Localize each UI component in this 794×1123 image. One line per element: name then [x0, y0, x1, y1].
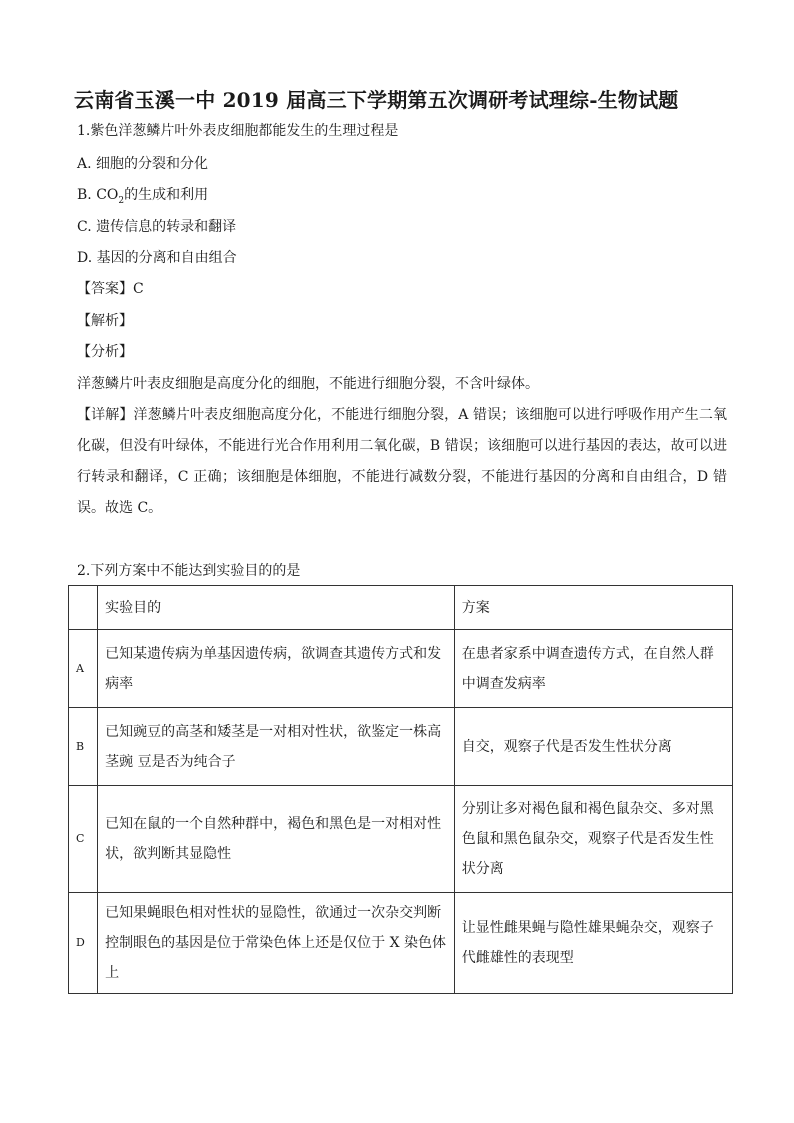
- row-goal: 已知某遗传病为单基因遗传病，欲调查其遗传方式和发病率: [98, 630, 455, 708]
- table-row: [69, 630, 733, 708]
- row-plan: 在患者家系中调查遗传方式，在自然人群中调查发病率: [454, 630, 732, 708]
- q1-option-d: D. 基因的分离和自由组合: [77, 250, 237, 266]
- q1-answer: [77, 279, 144, 299]
- q1-option-b-suffix: 的生成和利用: [124, 187, 209, 203]
- q1-option-b: [77, 185, 208, 211]
- q2-table: [68, 585, 733, 994]
- row-letter: B: [69, 708, 98, 786]
- row-goal: 已知果蝇眼色相对性状的显隐性，欲通过一次杂交判断控制眼色的基因是位于常染色体上还是仅位于 X 染色体上: [98, 893, 455, 994]
- q1-option-c: C. 遗传信息的转录和翻译: [77, 219, 237, 235]
- row-plan: 自交，观察子代是否发生性状分离: [454, 708, 732, 786]
- q2-stem: 2.下列方案中不能达到实验目的的是: [77, 563, 301, 579]
- answer-label: 【答案】: [77, 281, 133, 297]
- q1-option-a: A. 细胞的分裂和分化: [77, 156, 209, 172]
- header-plan-cell: 方案: [454, 586, 732, 630]
- q1-stem: 1.紫色洋葱鳞片叶外表皮细胞都能发生的生理过程是: [77, 123, 399, 139]
- detail-text: 洋葱鳞片叶表皮细胞高度分化，不能进行细胞分裂，A 错误；该细胞可以进行呼吸作用产生二氧化碳，但没有叶绿体，不能进行光合作用利用二氧化碳，B 错误；该细胞可以进行基因的表达，故可以进行转录和翻译，C 正确；该细胞是体细胞，不能进行减数分裂，不能进行基因的分离和自由组合，D 错误。故选 C。: [77, 407, 727, 516]
- fenxi-text: 洋葱鳞片叶表皮细胞是高度分化的细胞，不能进行细胞分裂，不含叶绿体。: [77, 376, 539, 392]
- fenxi-label: 【分析】: [77, 344, 133, 360]
- analysis-label: 【解析】: [77, 313, 133, 329]
- row-goal: 已知在鼠的一个自然种群中，褐色和黑色是一对相对性状，欲判断其显隐性: [98, 786, 455, 893]
- header-goal-cell: 实验目的: [98, 586, 455, 630]
- row-goal: 已知豌豆的高茎和矮茎是一对相对性状，欲鉴定一株高茎豌 豆是否为纯合子: [98, 708, 455, 786]
- header-letter-cell: [69, 586, 98, 630]
- table-row: [69, 708, 733, 786]
- answer-value: C: [133, 281, 144, 297]
- row-plan: 分别让多对褐色鼠和褐色鼠杂交、多对黑色鼠和黑色鼠杂交，观察子代是否发生性状分离: [454, 786, 732, 893]
- document-title: 云南省玉溪一中 2019 届高三下学期第五次调研考试理综-生物试题: [74, 88, 679, 112]
- row-plan: 让显性雌果蝇与隐性雄果蝇杂交，观察子代雌雄性的表现型: [454, 893, 732, 994]
- detail-paragraph: [77, 400, 727, 524]
- table-row: [69, 786, 733, 893]
- q1-option-b-prefix: B. CO: [77, 187, 119, 203]
- row-letter: C: [69, 786, 98, 893]
- table-header-row: [69, 586, 733, 630]
- detail-label: 【详解】: [77, 407, 134, 423]
- q1-option-b-subscript: 2: [118, 195, 125, 206]
- table-row: [69, 893, 733, 994]
- row-letter: D: [69, 893, 98, 994]
- row-letter: A: [69, 630, 98, 708]
